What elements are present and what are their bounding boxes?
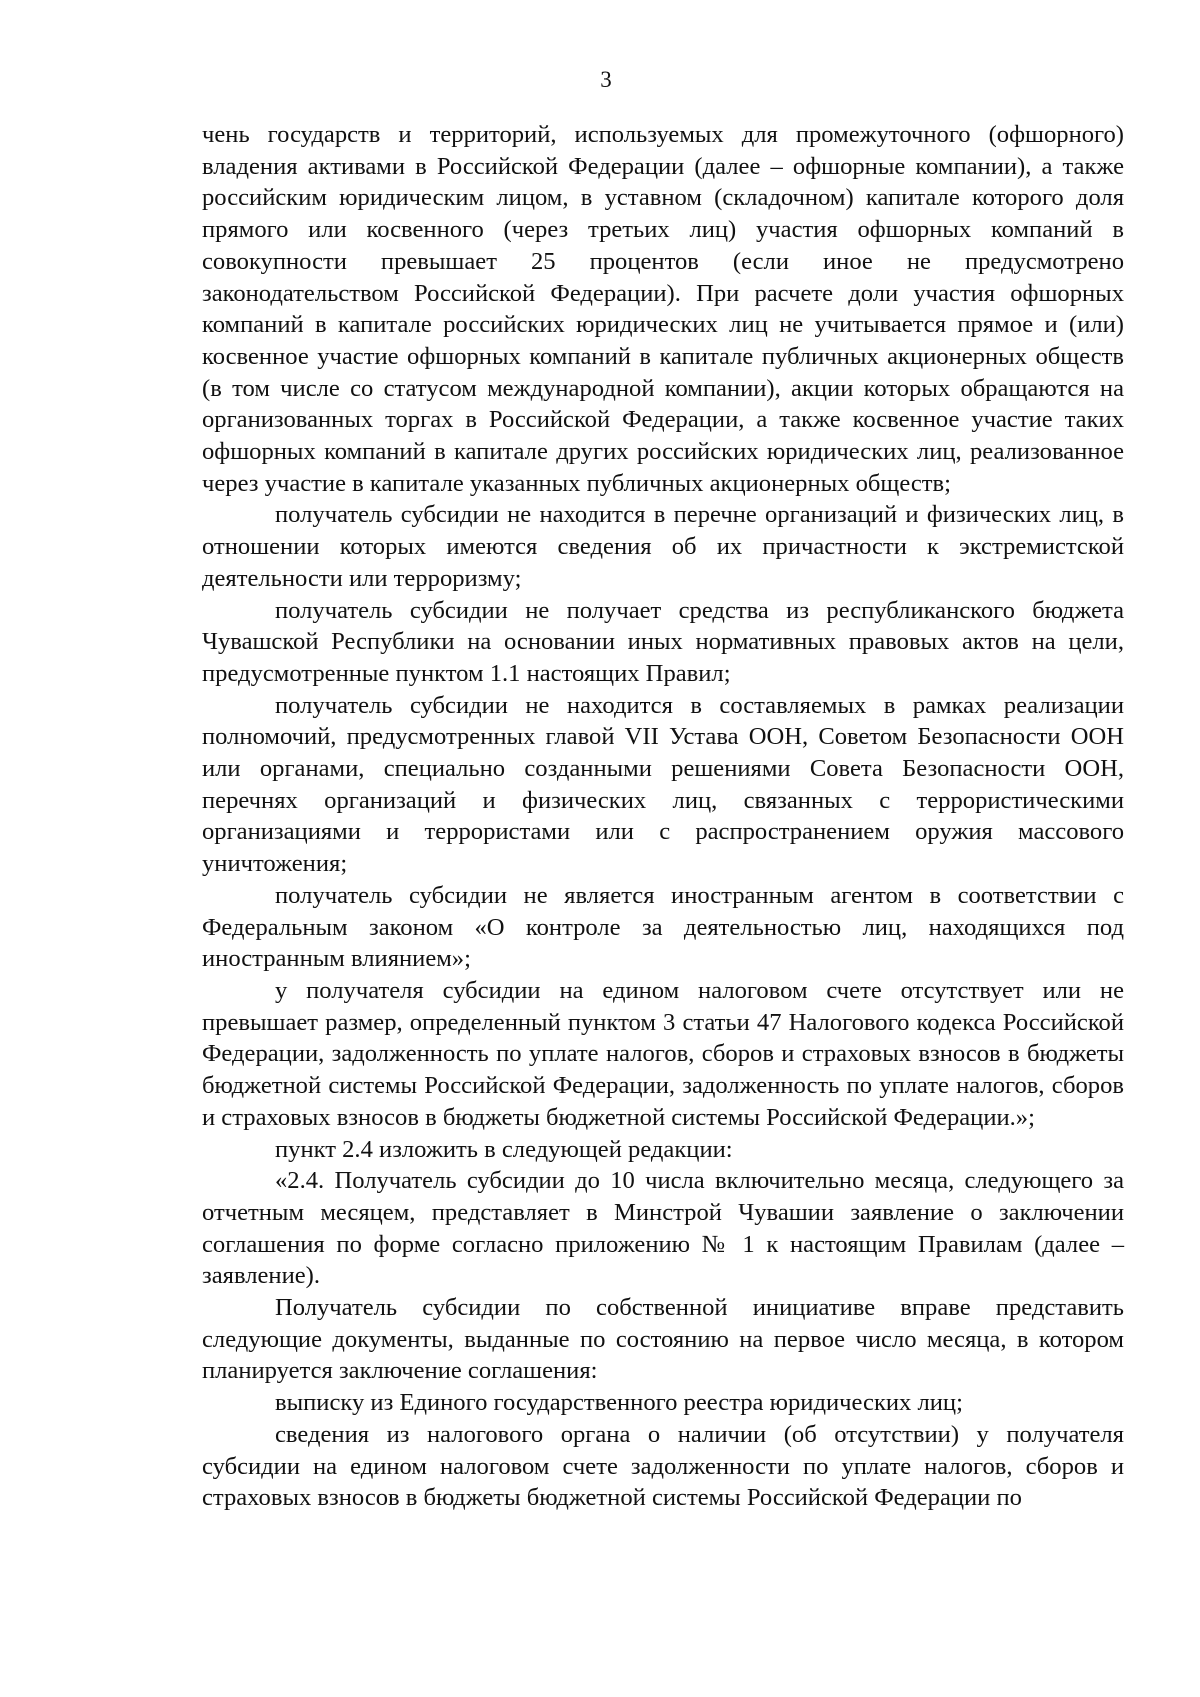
paragraph-tax-debt: у получателя субсидии на едином налоговом счете отсутствует или не превышает размер, определенный пунктом 3 статьи 47 Налогового кодекса Российской Федерации, задолженность по уплате налогов, сборов и страховых взносов в бюджеты бюджетной системы Российской Федерации, задолженность по уплате налогов, сборов и страховых взносов в бюджеты бюджетной системы Российской Федерации.»; bbox=[202, 976, 1124, 1131]
paragraph-egrul-extract: выписку из Единого государственного реестра юридических лиц; bbox=[275, 1389, 963, 1417]
paragraph-tax-authority-info: сведения из налогового органа о наличии (об отсутствии) у получателя субсидии на едином налоговом счете задолженности по уплате налогов, сборов и страховых взносов в бюджеты бюджетной системы Российской Федерации по bbox=[202, 1420, 1124, 1512]
paragraph-offshore-companies: чень государств и территорий, используемых для промежуточного (офшорного) владения активами в Российской Федерации (далее – офшорные компании), а также российским юридическим лицом, в уставном (складочном) капитале которого доля прямого или косвенного (через третьих лиц) участия офшорных компаний в совокупности превышает 25 процентов (если иное не предусмотрено законодательством Российской Федерации). При расчете доли участия офшорных компаний в капитале российских юридических лиц не учитывается прямое и (или) косвенное участие офшорных компаний в капитале публичных акционерных обществ (в том числе со статусом международной компании), акции которых обращаются на организованных торгах в Российской Федерации, а также косвенное участие таких офшорных компаний в капитале других российских юридических лиц, реализованное через участие в капитале указанных публичных акционерных обществ; bbox=[202, 121, 1124, 497]
page-number: 3 bbox=[600, 67, 612, 92]
paragraph-amend-2-4: пункт 2.4 изложить в следующей редакции: bbox=[275, 1135, 733, 1163]
paragraph-foreign-agent: получатель субсидии не является иностранным агентом в соответствии с Федеральным законом «О контроле за деятельностью лиц, находящихся под иностранным влиянием»; bbox=[202, 881, 1124, 973]
paragraph-un-sanctions: получатель субсидии не находится в составляемых в рамках реализации полномочий, предусмотренных главой VII Устава ООН, Советом Безопасности ООН или органами, специально созданными решениями Совета Безопасности ООН, перечнях организаций и физических лиц, связанных с террористическими организациями и террористами или с распространением оружия массового уничтожения; bbox=[202, 691, 1124, 878]
paragraph-optional-documents: Получатель субсидии по собственной инициативе вправе представить следующие документы, выданные по состоянию на первое число месяца, в котором планируется заключение соглашения: bbox=[202, 1294, 1124, 1385]
paragraph-no-other-funds: получатель субсидии не получает средства из республиканского бюджета Чувашской Республики на основании иных нормативных правовых актов на цели, предусмотренные пунктом 1.1 настоящих Правил; bbox=[202, 596, 1124, 687]
document-body bbox=[202, 119, 1124, 1514]
paragraph-clause-2-4: «2.4. Получатель субсидии до 10 числа включительно месяца, следующего за отчетным месяцем, представляет в Минстрой Чувашии заявление о заключении соглашения по форме согласно приложению № 1 к настоящим Правилам (далее – заявление). bbox=[202, 1167, 1124, 1290]
paragraph-extremism-list: получатель субсидии не находится в перечне организаций и физических лиц, в отношении которых имеются сведения об их причастности к экстремистской деятельности или терроризму; bbox=[202, 501, 1124, 592]
